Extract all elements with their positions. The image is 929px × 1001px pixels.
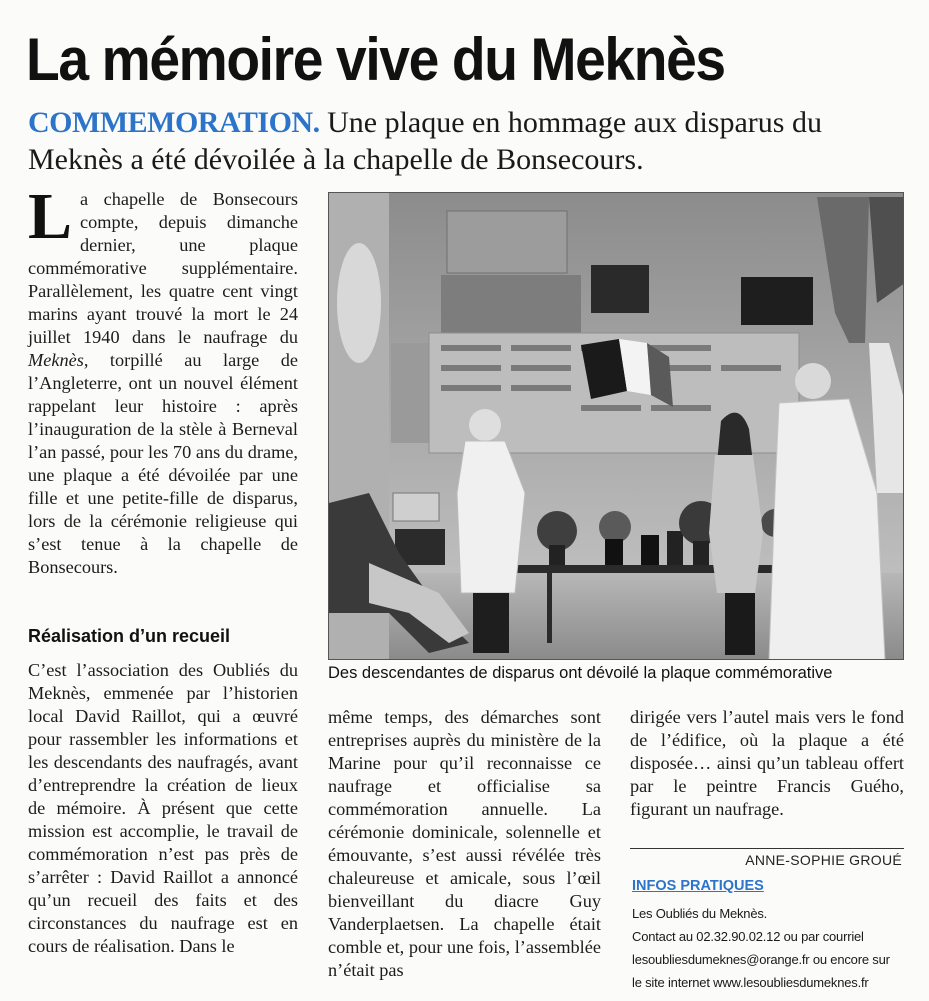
article-photo: [328, 192, 904, 660]
intro-text: a chapelle de Bonsecours compte, depuis dimanche dernier, une plaque commémorative supplémentaire. Parallèlement, les quatre cent vingt marins ayant trouvé la mort le 24 juillet 1940 dans le naufrage du: [28, 189, 298, 347]
article-headline: La mémoire vive du Meknès: [26, 26, 725, 93]
infos-line-contact: Contact au 02.32.90.02.12 ou par courriel: [632, 929, 864, 944]
section-kicker: COMMEMORATION.: [28, 106, 320, 139]
article-column-1: [28, 659, 298, 958]
column-3-text: dirigée vers l’autel mais vers le fond de l’édifice, où la plaque a été disposée… ainsi qu’un tableau offert par le peintre Francis Guého, figurant un naufrage.: [630, 707, 904, 819]
section-subhead: Réalisation d’un recueil: [28, 626, 231, 646]
infos-line-association: Les Oubliés du Meknès.: [632, 906, 768, 921]
column-1-text: C’est l’association des Oubliés du Meknès, emmenée par l’historien local David Raillot, qui a œuvré pour rassembler les informations et les descendants des naufragés, avant d’entreprendre la création de lieux de mémoire. À présent que cette mission est accomplie, le travail de commémoration n’est pas près de s’arrêter : David Raillot a annoncé qu’un recueil des faits et des circonstances du naufrage est en cours de réalisation. Dans le: [28, 660, 298, 956]
infos-pratiques-box: [632, 902, 912, 994]
ship-name: Meknès: [28, 350, 84, 370]
ceremony-photo-image: [329, 193, 904, 660]
infos-line-email: lesoubliesdumeknes@orange.fr ou encore sur: [632, 952, 890, 967]
article-column-3: [630, 706, 904, 821]
infos-line-website: le site internet www.lesoubliesdumeknes.fr: [632, 975, 869, 990]
drop-cap: L: [28, 180, 73, 253]
article-deck: [28, 104, 908, 178]
intro-text-rest: , torpillé au large de l’Angleterre, ont un nouvel élément rappelant leur histoire : après l’inauguration de la stèle à Berneval l’an passé, pour les 70 ans du drame, une plaque a été dévoilée par une fille et une petite-fille de disparus, lors de la cérémonie religieuse qui s’est tenue à la chapelle de Bonsecours.: [28, 350, 298, 577]
author-byline: ANNE-SOPHIE GROUÉ: [745, 852, 902, 868]
photo-caption: Des descendantes de disparus ont dévoilé la plaque commémorative: [328, 664, 833, 682]
byline-divider: [630, 848, 904, 849]
infos-pratiques-heading: INFOS PRATIQUES: [632, 878, 764, 894]
deck-text: Une plaque en hommage aux disparus du Meknès a été dévoilée à la chapelle de Bonsecours.: [28, 106, 822, 176]
column-2-text: même temps, des démarches sont entreprises auprès du ministère de la Marine pour qu’il reconnaisse ce naufrage et officialise sa commémoration annuelle. La cérémonie dominicale, solennelle et émouvante, s’est aussi révélée très chaleureuse et amicale, sous l’œil bienveillant du diacre Guy Vanderplaetsen. La chapelle était comble et, pour une fois, l’assemblée n’était pas: [328, 707, 601, 980]
article-column-2: [328, 706, 601, 982]
article-intro-column: [28, 180, 298, 579]
